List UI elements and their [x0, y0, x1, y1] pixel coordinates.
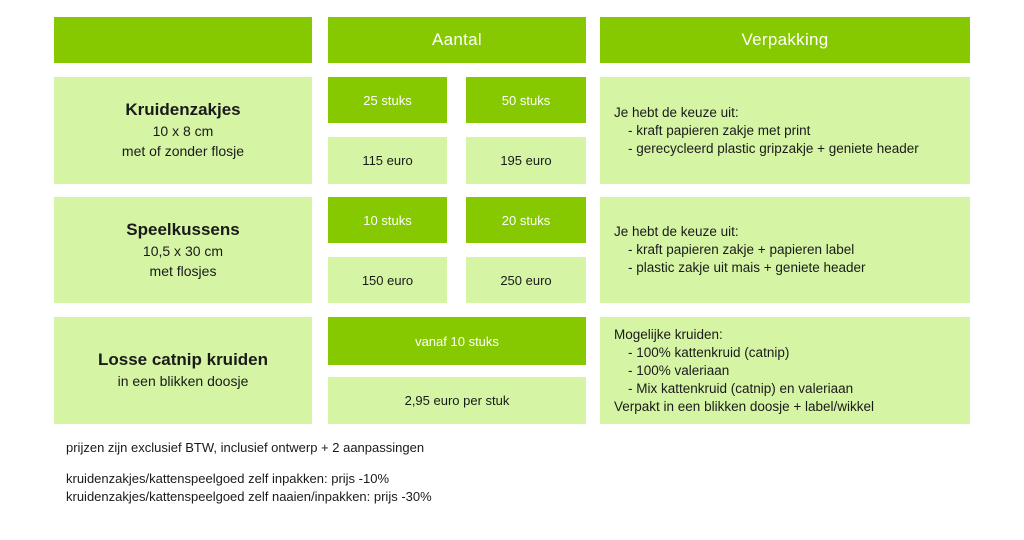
header-aantal: Aantal — [328, 17, 586, 63]
price-cell: 150 euro — [328, 257, 447, 303]
qty-cell: 20 stuks — [466, 197, 586, 243]
packaging-intro: Mogelijke kruiden: — [614, 326, 723, 342]
qty-cell: 10 stuks — [328, 197, 447, 243]
note-naaien: kruidenzakjes/kattenspeelgoed zelf naaien/inpakken: prijs -30% — [66, 489, 432, 504]
product-size: 10,5 x 30 cm — [142, 242, 224, 259]
packaging-option: - 100% valeriaan — [628, 362, 730, 378]
qty-cell: 25 stuks — [328, 77, 447, 123]
packaging-cell — [600, 317, 970, 424]
header-verpakking: Verpakking — [600, 17, 970, 63]
packaging-note: Verpakt in een blikken doosje + label/wikkel — [614, 398, 875, 414]
price-cell: 195 euro — [466, 137, 586, 184]
qty-cell: vanaf 10 stuks — [328, 317, 586, 365]
product-size: 10 x 8 cm — [152, 123, 214, 139]
product-title: Speelkussens — [126, 219, 240, 239]
packaging-option: - Mix kattenkruid (catnip) en valeriaan — [628, 380, 854, 396]
product-detail: met of zonder flosje — [121, 143, 245, 159]
packaging-option: - kraft papieren zakje met print — [628, 122, 811, 138]
packaging-option: - gerecycleerd plastic gripzakje + geniete header — [628, 140, 919, 156]
packaging-option: - kraft papieren zakje + papieren label — [628, 242, 855, 257]
product-title: Kruidenzakjes — [125, 100, 241, 119]
note-btw: prijzen zijn exclusief BTW, inclusief ontwerp + 2 aanpassingen — [66, 440, 425, 455]
price-cell: 115 euro — [328, 137, 447, 184]
price-cell: 250 euro — [466, 257, 586, 303]
packaging-intro: Je hebt de keuze uit: — [614, 224, 739, 239]
packaging-cell — [600, 197, 970, 303]
product-kruidenzakjes — [54, 77, 312, 184]
price-cell: 2,95 euro per stuk — [328, 377, 586, 424]
product-detail: met flosjes — [149, 262, 217, 279]
header-blank-cell — [54, 17, 312, 63]
qty-cell: 50 stuks — [466, 77, 586, 123]
product-detail: in een blikken doosje — [117, 373, 249, 389]
note-inpakken: kruidenzakjes/kattenspeelgoed zelf inpakken: prijs -10% — [66, 471, 390, 486]
packaging-option: - 100% kattenkruid (catnip) — [628, 344, 790, 360]
product-title: Losse catnip kruiden — [97, 350, 269, 369]
packaging-cell — [600, 77, 970, 184]
packaging-intro: Je hebt de keuze uit: — [614, 104, 739, 120]
product-losse-catnip — [54, 317, 312, 424]
packaging-option: - plastic zakje uit mais + geniete header — [628, 260, 866, 275]
product-speelkussens — [54, 197, 312, 303]
